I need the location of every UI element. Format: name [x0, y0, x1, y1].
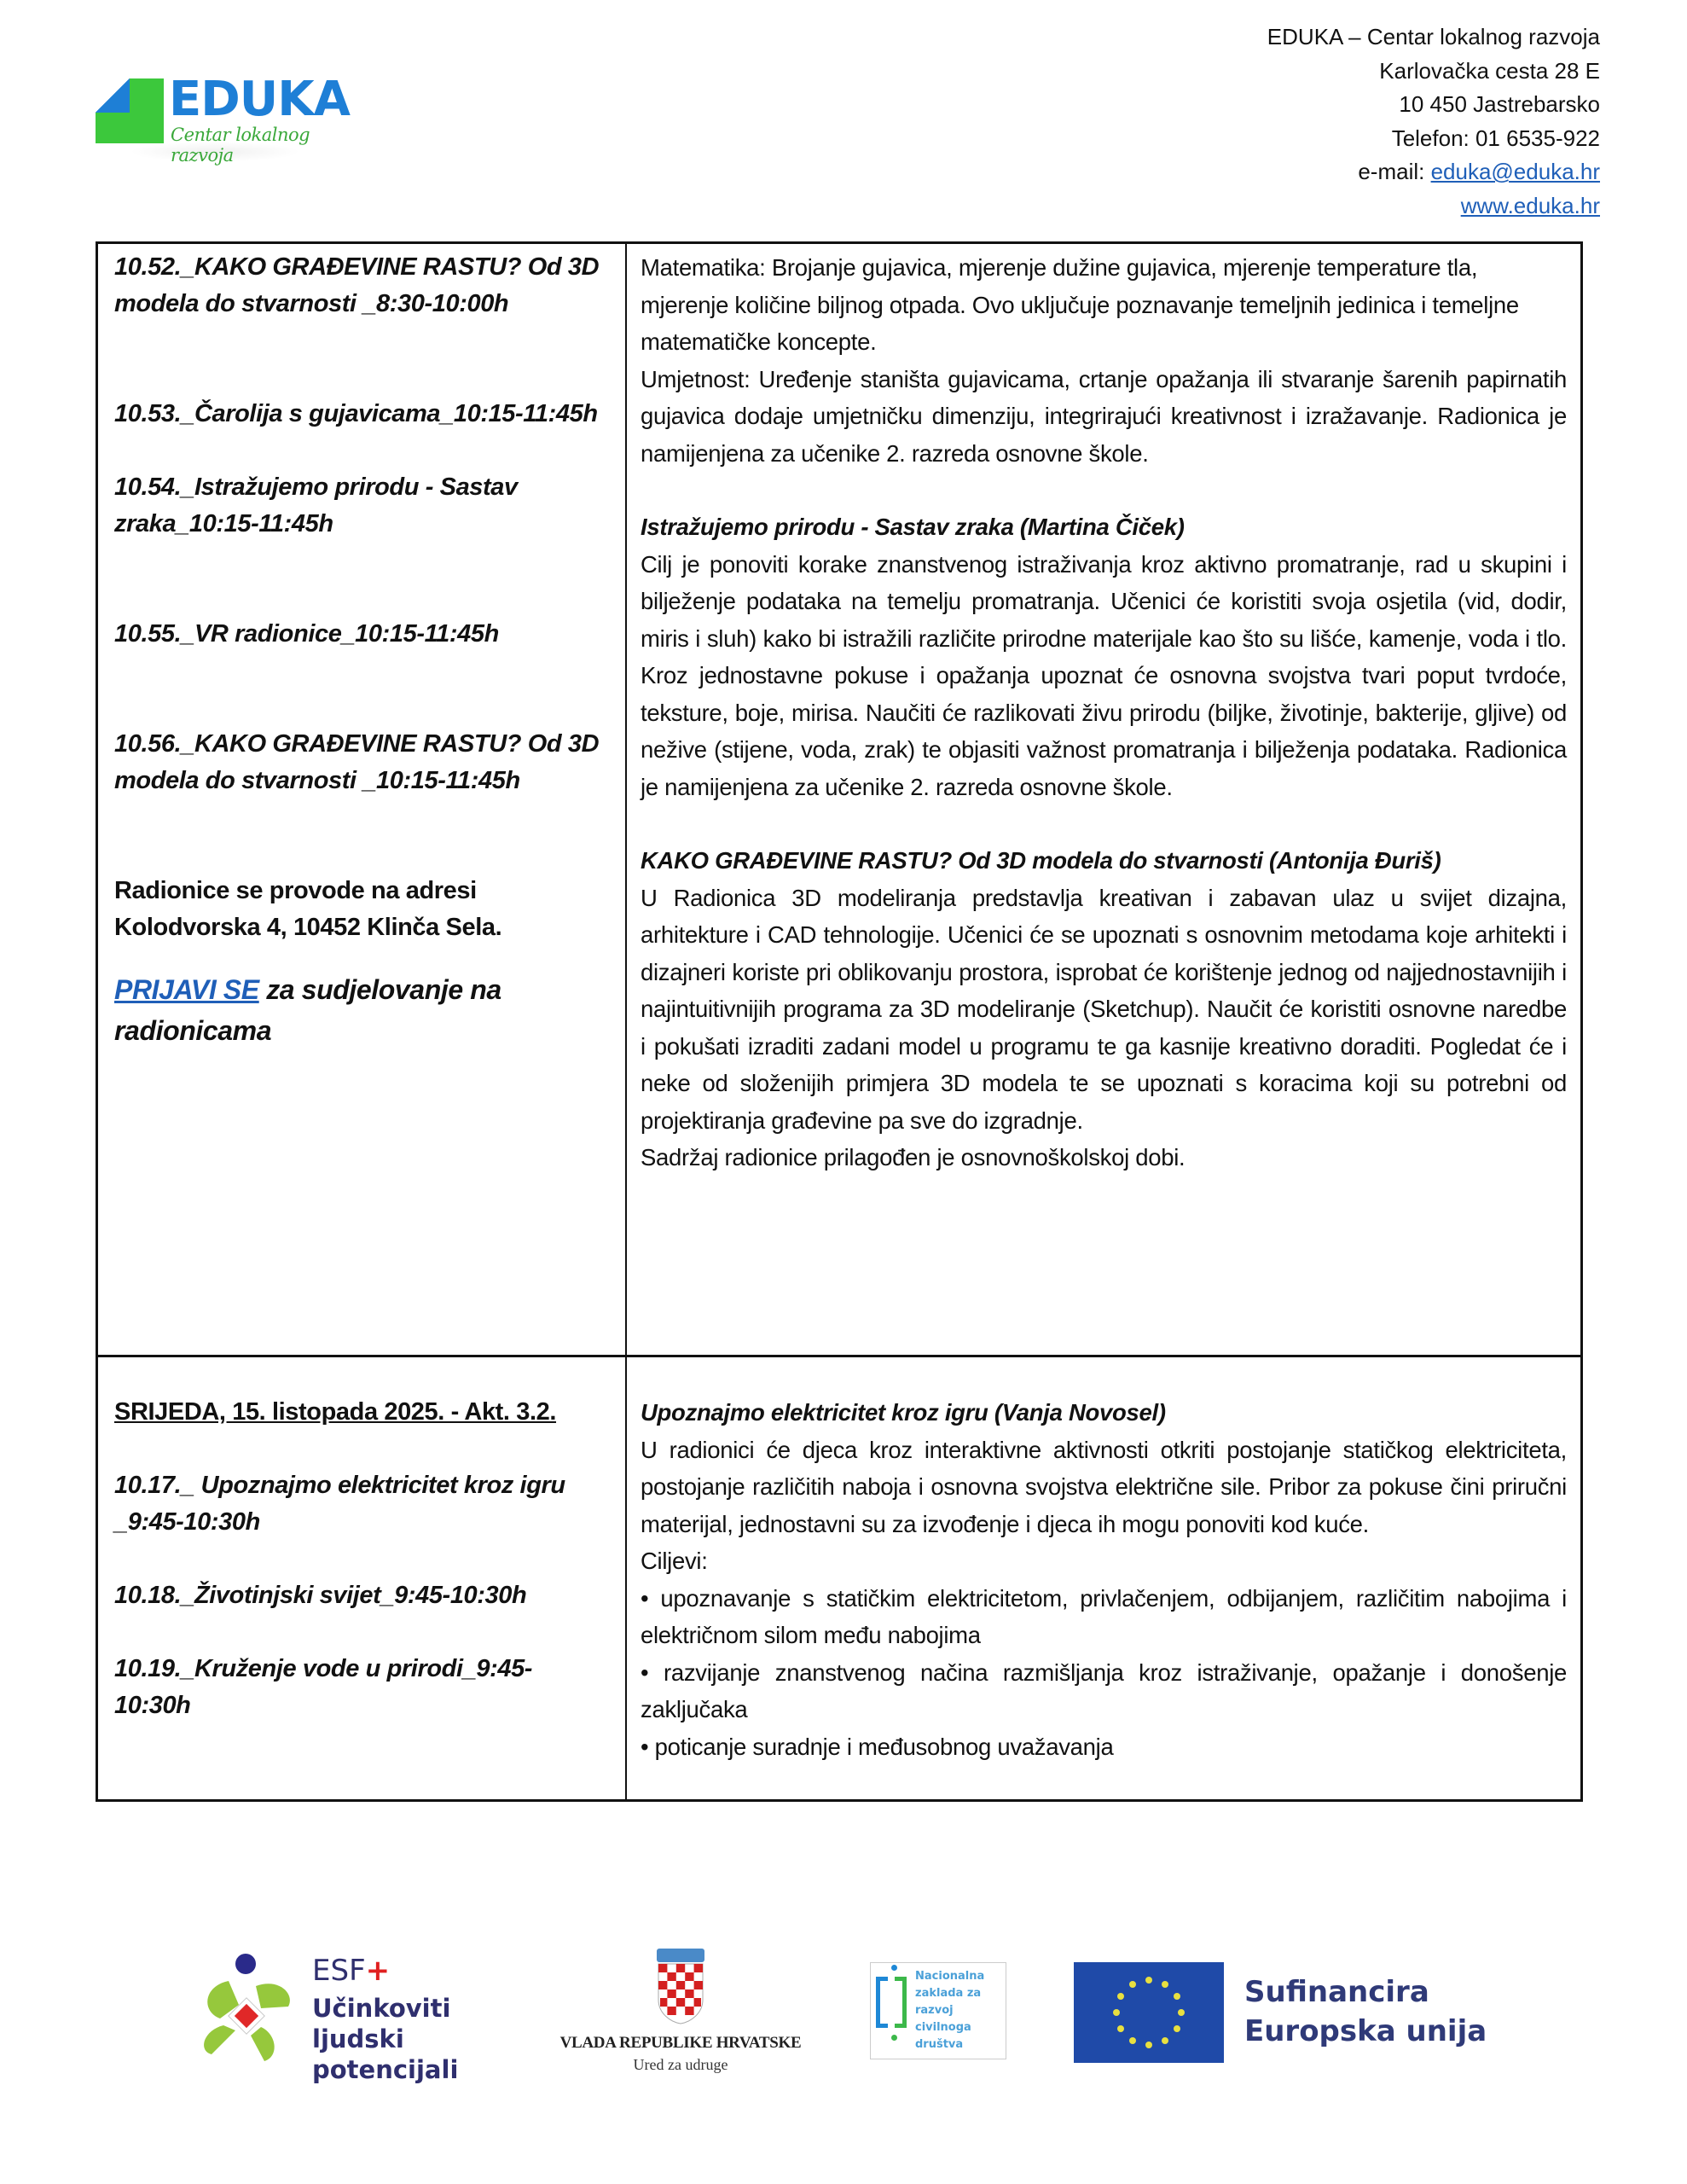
- nzrcd-line: društva: [915, 2038, 964, 2051]
- nzrcd-line: zaklada za: [915, 1987, 982, 2000]
- eu-star-icon: [1113, 2009, 1120, 2016]
- eduka-logo: [96, 72, 368, 166]
- esf-line-1: Učinkoviti ljudski: [312, 1994, 451, 2053]
- eu-line-1: Sufinancira: [1244, 1975, 1429, 2009]
- schedule-item: 10.17._ Upoznajmo elektricitet kroz igru _9:45-10:30h: [114, 1472, 565, 1536]
- schedule-item: 10.56._KAKO GRAĐEVINE RASTU? Od 3D modela do stvarnosti _10:15-11:45h: [114, 730, 600, 794]
- eu-flag-icon: [1074, 1962, 1224, 2063]
- table-row: [98, 1355, 1580, 1799]
- schedule-table: [96, 241, 1583, 1802]
- nzrcd-line: Nacionalna: [915, 1970, 985, 1983]
- schedule-item: 10.52._KAKO GRAĐEVINE RASTU? Od 3D modela do stvarnosti _8:30-10:00h: [114, 253, 600, 317]
- schedule-item: 10.19._Kruženje vode u prirodi_9:45-10:30h: [114, 1655, 533, 1719]
- eu-star-icon: [1129, 1981, 1136, 1988]
- workshop-note: Sadržaj radionice prilagođen je osnovnoškolskoj dobi.: [641, 1144, 1186, 1170]
- website-link[interactable]: www.eduka.hr: [1460, 192, 1600, 218]
- eu-star-icon: [1145, 1977, 1152, 1984]
- nzrcd-line: razvoj: [915, 2004, 954, 2017]
- goals-label: Ciljevi:: [641, 1548, 708, 1574]
- right-bracket-icon: [895, 1977, 907, 2028]
- croatian-coat-of-arms-icon: [653, 1949, 708, 2025]
- esf-plus: +: [365, 1954, 391, 1988]
- workshop-title: KAKO GRAĐEVINE RASTU? Od 3D modela do stvarnosti (Antonija Đuriš): [641, 847, 1441, 874]
- esf-title: [312, 1954, 390, 1988]
- eu-text: [1244, 1972, 1487, 2051]
- workshop-description: U radionici će djeca kroz interaktivne aktivnosti otkriti postojanje statičkog elektriciteta, postojanje različitih naboja i osnovna svojstva električne sile. Pribor za pokuse čini priručni materijal, jednostavni su za izvođenje i djeca ih mogu ponoviti kod kuće.: [641, 1436, 1567, 1537]
- logo-blue-triangle: [96, 78, 130, 113]
- vlada-title: VLADA REPUBLIKE HRVATSKE: [559, 2034, 802, 2052]
- contact-org: EDUKA – Centar lokalnog razvoja: [1267, 24, 1600, 49]
- esf-logo: [194, 1952, 536, 2084]
- eu-star-icon: [1162, 2037, 1168, 2044]
- eu-star-icon: [1129, 2037, 1136, 2044]
- logo-green-block: [130, 78, 164, 143]
- table-row: [98, 244, 1580, 1355]
- location-line-1: Radionice se provode na adresi: [114, 877, 477, 904]
- description-cell-right: [627, 1357, 1580, 1799]
- email-link[interactable]: eduka@eduka.hr: [1430, 159, 1600, 184]
- schedule-cell-left: [98, 1357, 627, 1799]
- workshop-title: Istražujemo prirodu - Sastav zraka (Martina Čiček): [641, 514, 1185, 540]
- schedule-item: 10.53._Čarolija s gujavicama_10:15-11:45h: [114, 400, 598, 427]
- logo-dot-icon: [891, 2035, 897, 2041]
- goal-item: • razvijanje znanstvenog načina razmišljanja kroz istraživanje, opažanje i donošenje zaključaka: [641, 1658, 1567, 1722]
- location-line-2: Kolodvorska 4, 10452 Klinča Sela.: [114, 914, 502, 941]
- logo-dot-icon: [891, 1965, 897, 1971]
- workshop-title: Upoznajmo elektricitet kroz igru (Vanja Novosel): [641, 1399, 1166, 1426]
- signup-paragraph: [114, 969, 608, 1051]
- logo-green-square: [96, 113, 130, 143]
- contact-street: Karlovačka cesta 28 E: [1379, 57, 1600, 84]
- art-paragraph: Umjetnost: Uređenje staništa gujavicama, crtanje opažanja ili stvaranje šarenih papirnatih gujavica dodaje umjetničku dimenziju, integrirajući kreativnost i izražavanje. Radionica je namijenjena za učenike 2. razreda osnovne škole.: [641, 365, 1567, 467]
- contact-email-line: [1267, 155, 1600, 189]
- workshop-description: Cilj je ponoviti korake znanstvenog istraživanja kroz aktivno promatranje, rad u skupini i bilježenje podataka na temelju promatranja. Učenici će koristiti svoja osjetila (vid, dodir, miris i sluh) kako bi istražili različite prirodne materijale kao što su lišće, kamenje, voda i tlo. Kroz jednostavne pokuse i opažanja upoznat će osnovna svojstva tvari poput tvrdoće, teksture, boje, mirisa. Naučiti će razlikovati živu prirodu (biljke, životinje, bakterije, gljive) od nežive (stijene, voda, zrak) te objasiti važnost promatranja i bilježenja podataka. Radionica je namijenjena za učenike 2. razreda osnovne škole.: [641, 550, 1567, 800]
- eu-star-icon: [1145, 2042, 1152, 2048]
- goal-item: • upoznavanje s statičkim elektricitetom, privlačenjem, odbijanjem, različitim nabojima i električnom silom među nabojima: [641, 1584, 1567, 1648]
- vlada-logo: [553, 1949, 809, 2077]
- logo-tagline: Centar lokalnog razvoja: [171, 125, 310, 166]
- schedule-cell-left: [98, 244, 627, 1355]
- logo-wordmark: EDUKA: [169, 72, 350, 127]
- eu-star-icon: [1117, 1993, 1124, 2000]
- day-heading: SRIJEDA, 15. listopada 2025. - Akt. 3.2.: [114, 1398, 557, 1426]
- eu-star-icon: [1174, 1993, 1180, 2000]
- funding-logos: [0, 1937, 1687, 2082]
- contact-website-line: [1267, 189, 1600, 224]
- eu-line-2: Europska unija: [1244, 2014, 1487, 2048]
- esf-line-2: potencijali: [312, 2055, 459, 2084]
- nzrcd-line: civilnoga: [915, 2021, 971, 2034]
- vlada-subtitle: Ured za udruge: [633, 2056, 728, 2073]
- signup-text: za sudjelovanje na radionicama: [114, 974, 501, 1046]
- signup-link[interactable]: PRIJAVI SE: [114, 974, 259, 1005]
- schedule-item: 10.18._Životinjski svijet_9:45-10:30h: [114, 1582, 527, 1609]
- esf-flower-icon: [194, 1952, 297, 2063]
- contact-block: [1267, 20, 1600, 223]
- goal-item: • poticanje suradnje i međusobnog uvažavanja: [641, 1733, 1114, 1760]
- eu-star-icon: [1162, 1981, 1168, 1988]
- esf-title-text: ESF: [312, 1954, 366, 1988]
- contact-city: 10 450 Jastrebarsko: [1399, 91, 1600, 117]
- schedule-item: 10.54._Istražujemo prirodu - Sastav zraka_10:15-11:45h: [114, 473, 518, 537]
- nzrcd-text: [915, 1968, 984, 2053]
- eu-star-icon: [1117, 2025, 1124, 2032]
- eu-star-icon: [1178, 2009, 1185, 2016]
- math-paragraph: Matematika: Brojanje gujavica, mjerenje dužine gujavica, mjerenje temperature tla, mjerenje količine biljnog otpada. Ovo uključuje poznavanje temeljnih jedinica i temeljne matematičke koncepte.: [641, 254, 1519, 355]
- workshop-description: U Radionica 3D modeliranja predstavlja kreativan i zabavan ulaz u svijet dizajna, arhitekture i CAD tehnologije. Učenici će se upoznati s osnovnim metodama koje arhitekti i dizajneri koriste pri oblikovanju prostora, isprobat će korištenje jednog od najjednostavnijih i najintuitivnijih programa za 3D modeliranje (Sketchup). Naučit će koristiti osnovne naredbe i pokušati izraditi zadani model u programu te ga kasnije kreativno doraditi. Pogledat će i neke od složenijih primjera 3D modela te se upoznati s koracima koji su potrebni od projektiranja građevine pa sve do izgradnje.: [641, 884, 1567, 1134]
- schedule-item: 10.55._VR radionice_10:15-11:45h: [114, 620, 499, 648]
- eu-cofinanced-logo: [1074, 1962, 1551, 2063]
- description-cell-right: [627, 244, 1580, 1355]
- eu-star-icon: [1174, 2025, 1180, 2032]
- nzrcd-logo: [870, 1962, 1006, 2059]
- email-label: e-mail:: [1358, 159, 1431, 184]
- contact-phone: Telefon: 01 6535-922: [1391, 125, 1600, 151]
- esf-subtitle: [312, 1993, 536, 2085]
- left-bracket-icon: [876, 1977, 888, 2028]
